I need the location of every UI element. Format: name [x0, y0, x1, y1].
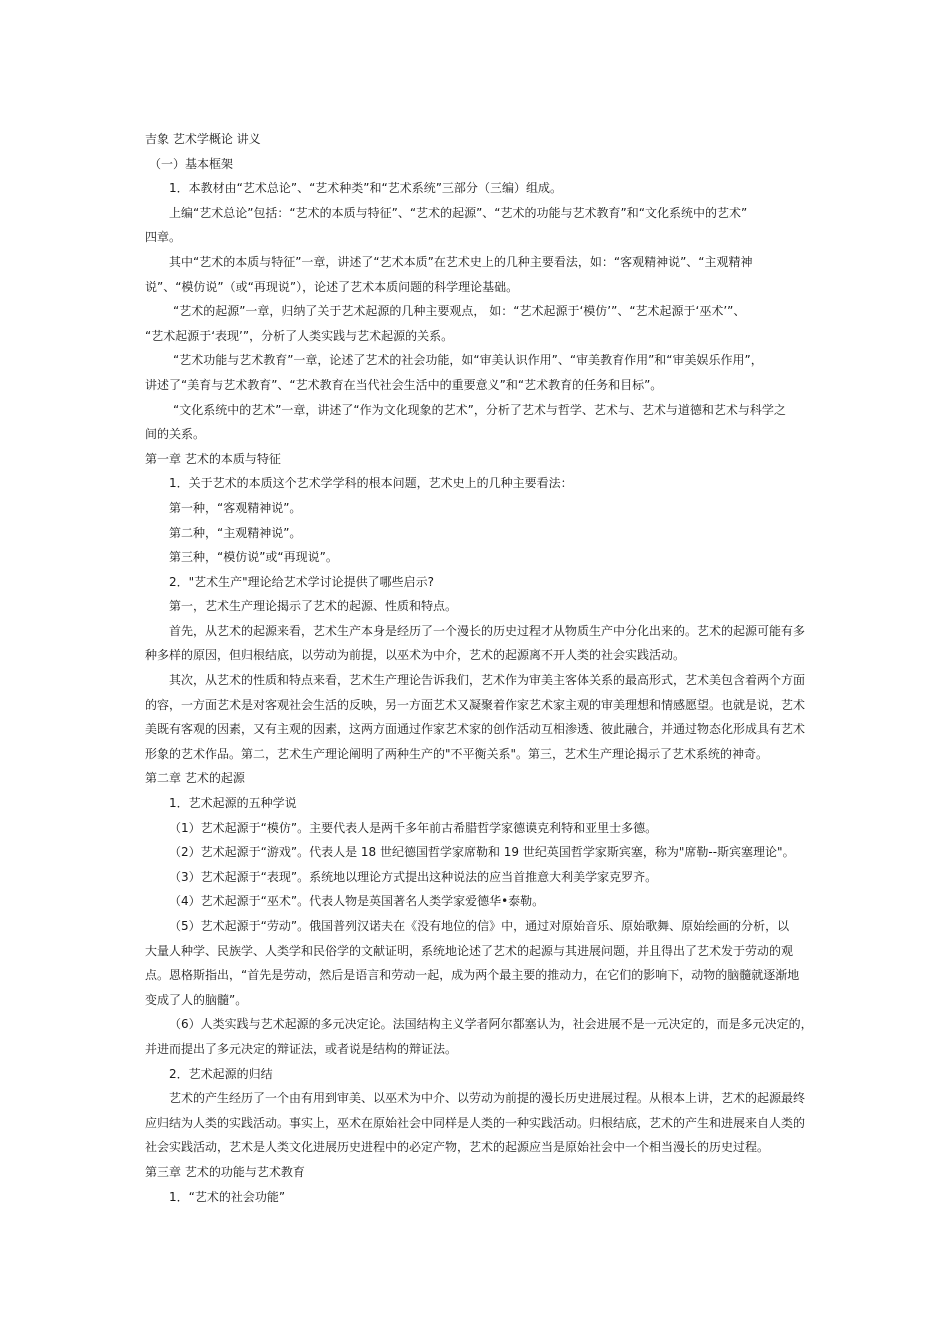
paragraph: “文化系统中的艺术”一章，讲述了“作为文化现象的艺术”，分析了艺术与哲学、艺术与、艺术与道德和艺术与科学之: [173, 402, 786, 417]
paragraph: 1．“艺术的社会功能”: [169, 1189, 286, 1204]
list-item: （2）艺术起源于“游戏”。代表人是 18 世纪德国哲学家席勒和 19 世纪英国哲学家斯宾塞，称为"席勒--斯宾塞理论"。: [169, 845, 795, 860]
paragraph: 其中“艺术的本质与特征”一章，讲述了“艺术本质”在艺术史上的几种主要看法，如：“客观精神说”、“主观精神: [169, 254, 753, 269]
paragraph: 1．本教材由“艺术总论”、“艺术种类”和“艺术系统”三部分（三编）组成。: [169, 181, 562, 196]
list-item: （5）艺术起源于“劳动”。俄国普列汉诺夫在《没有地位的信》中，通过对原始音乐、原始歌舞、原始绘画的分析，以: [169, 919, 790, 933]
paragraph: 其次，从艺术的性质和特点来看，艺术生产理论告诉我们，艺术作为审美主客体关系的最高形式，艺术美包含着两个方面: [169, 673, 806, 688]
paragraph-continuation: 间的关系。: [145, 427, 206, 442]
paragraph: 1．艺术起源的五种学说: [169, 796, 297, 811]
paragraph-continuation: 大量人种学、民族学、人类学和民俗学的文献证明，系统地论述了艺术的起源与其进展问题，并且得出了艺术发于劳动的观: [145, 943, 794, 958]
paragraph-continuation: 形象的艺术作品。第二，艺术生产理论阐明了两种生产的"不平衡关系"。第三，艺术生产理论揭示了艺术系统的神奇。: [145, 746, 769, 761]
list-item: （3）艺术起源于“表现”。系统地以理论方式提出这种说法的应当首推意大利美学家克罗齐。: [169, 869, 658, 884]
list-item: （6）人类实践与艺术起源的多元决定论。法国结构主义学者阿尔都塞认为，社会进展不是一元决定的，而是多元决定的，: [169, 1017, 813, 1032]
paragraph: 首先，从艺术的起源来看，艺术生产本身是经历了一个漫长的历史过程才从物质生产中分化出来的。艺术的起源可能有多: [169, 623, 806, 638]
paragraph-continuation: 应归结为人类的实践活动。事实上，巫术在原始社会中同样是人类的一种实践活动。归根结底，艺术的产生和进展来自人类的: [145, 1115, 806, 1130]
paragraph-continuation: 美既有客观的因素，又有主观的因素，这两方面通过作家艺术家的创作活动互相渗透、彼此融合，并通过物态化形成具有艺术: [145, 722, 806, 737]
chapter-heading: 第一章 艺术的本质与特征: [145, 451, 281, 466]
document-title: 吉象 艺术学概论 讲义: [145, 132, 261, 146]
paragraph-continuation: 的容，一方面艺术是对客观社会生活的反映，另一方面艺术又凝聚着作家艺术家主观的审美理想和情感愿望。也就是说，艺术: [145, 697, 806, 712]
paragraph: 艺术的产生经历了一个由有用到审美、以巫术为中介、以劳动为前提的漫长历史进展过程。从根本上讲，艺术的起源最终: [169, 1091, 806, 1106]
paragraph: 第一种，“客观精神说”。: [169, 500, 302, 515]
paragraph-continuation: 点。恩格斯指出，“首先是劳动，然后是语言和劳动一起，成为两个最主要的推动力，在它们的影响下，动物的脑髓就逐渐地: [145, 968, 800, 983]
paragraph: 2．艺术起源的归结: [169, 1066, 273, 1081]
paragraph: 第二种，“主观精神说”。: [169, 525, 302, 540]
paragraph-continuation: “艺术起源于‘表现’”，分析了人类实践与艺术起源的关系。: [145, 328, 454, 343]
section-heading: （一）基本框架: [149, 156, 234, 171]
paragraph-continuation: 讲述了“美育与艺术教育”、“艺术教育在当代社会生活中的重要意义”和“艺术教育的任务和目标”。: [145, 377, 663, 392]
list-item: （4）艺术起源于“巫术”。代表人物是英国著名人类学家爱德华•泰勒。: [169, 894, 545, 909]
list-item: （1）艺术起源于“模仿”。主要代表人是两千多年前古希腊哲学家德谟克利特和亚里士多德。: [169, 820, 658, 835]
paragraph: 2．"艺术生产"理论给艺术学讨论提供了哪些启示?: [169, 574, 435, 589]
paragraph: “艺术的起源”一章，归纳了关于艺术起源的几种主要观点， 如：“艺术起源于‘模仿’”、“艺术起源于‘巫术’”、: [173, 304, 746, 319]
paragraph: 1．关于艺术的本质这个艺术学学科的根本问题，艺术史上的几种主要看法：: [169, 476, 573, 491]
chapter-heading: 第二章 艺术的起源: [145, 771, 245, 786]
paragraph-continuation: 种多样的原因，但归根结底，以劳动为前提，以巫术为中介，艺术的起源离不开人类的社会实践活动。: [145, 648, 686, 663]
paragraph: 第一，艺术生产理论揭示了艺术的起源、性质和特点。: [169, 599, 458, 614]
paragraph-continuation: 说”、“模仿说”（或“再现说”），论述了艺术本质问题的科学理论基础。: [145, 279, 519, 294]
paragraph-continuation: 并进而提出了多元决定的辩证法，或者说是结构的辩证法。: [145, 1041, 458, 1056]
paragraph: 第三种，“模仿说”或“再现说”。: [169, 550, 338, 565]
paragraph: “艺术功能与艺术教育”一章，论述了艺术的社会功能，如“审美认识作用”、“审美教育作用”和“审美娱乐作用”，: [173, 353, 763, 368]
paragraph: 上编“艺术总论”包括：“艺术的本质与特征”、“艺术的起源”、“艺术的功能与艺术教育”和“文化系统中的艺术”: [169, 205, 748, 220]
paragraph-continuation: 四章。: [145, 230, 182, 245]
chapter-heading: 第三章 艺术的功能与艺术教育: [145, 1164, 305, 1179]
paragraph-continuation: 变成了人的脑髓”。: [145, 992, 248, 1007]
paragraph-continuation: 社会实践活动，艺术是人类文化进展历史进程中的必定产物，艺术的起源应当是原始社会中一个相当漫长的历史过程。: [145, 1140, 770, 1155]
